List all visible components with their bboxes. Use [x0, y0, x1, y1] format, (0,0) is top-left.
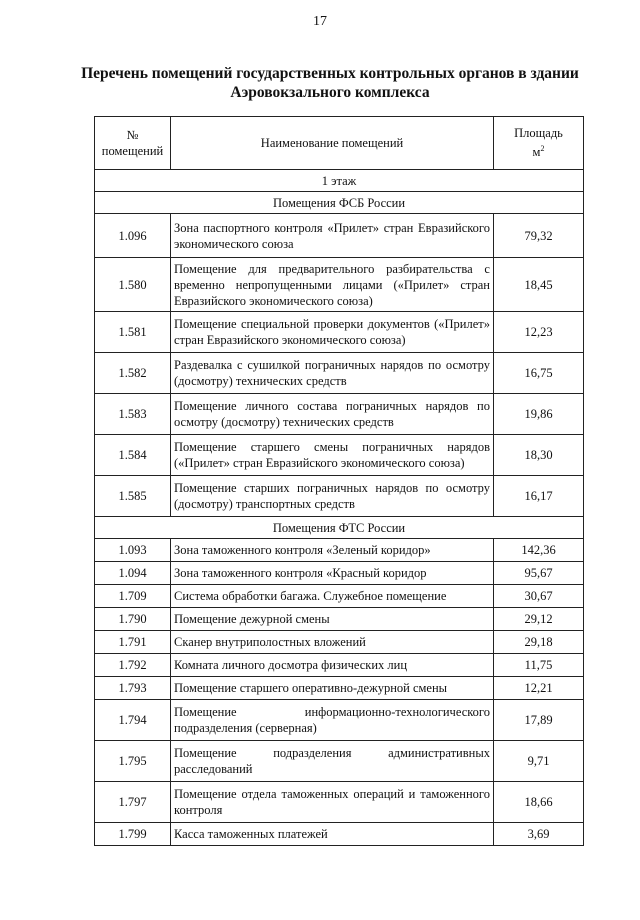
- room-area: 29,18: [494, 631, 584, 654]
- room-number: 1.580: [95, 258, 171, 312]
- table-row: [95, 700, 584, 741]
- room-number: 1.792: [95, 654, 171, 677]
- room-name: Система обработки багажа. Служебное помещение: [171, 585, 494, 608]
- table-header-row: [95, 117, 584, 170]
- table-row: [95, 476, 584, 517]
- room-area: 17,89: [494, 700, 584, 741]
- table-row: [95, 608, 584, 631]
- table-row: [95, 353, 584, 394]
- room-number: 1.794: [95, 700, 171, 741]
- room-number: 1.094: [95, 562, 171, 585]
- room-number: 1.797: [95, 782, 171, 823]
- room-area: 16,75: [494, 353, 584, 394]
- room-name: Сканер внутриполостных вложений: [171, 631, 494, 654]
- table-row: [95, 677, 584, 700]
- room-number: 1.093: [95, 539, 171, 562]
- table-row: [95, 585, 584, 608]
- document-title-line-1: Перечень помещений государственных контрольных органов в здании: [81, 65, 579, 82]
- room-name: Зона таможенного контроля «Зеленый коридор»: [171, 539, 494, 562]
- room-name: Помещение личного состава пограничных нарядов по осмотру (досмотру) технических средств: [171, 394, 494, 435]
- table-row: [95, 258, 584, 312]
- room-number: 1.799: [95, 823, 171, 846]
- table-row: [95, 214, 584, 258]
- room-number: 1.582: [95, 353, 171, 394]
- section-title-fsb: Помещения ФСБ России: [95, 192, 584, 214]
- header-room-number-line-2: помещений: [101, 144, 164, 158]
- room-number: 1.709: [95, 585, 171, 608]
- table-row: [95, 741, 584, 782]
- room-area: 18,30: [494, 435, 584, 476]
- room-name: Раздевалка с сушилкой пограничных нарядов по осмотру (досмотру) технических средств: [171, 353, 494, 394]
- table-row: [95, 435, 584, 476]
- floor-label: 1 этаж: [95, 170, 584, 192]
- room-name: Помещение дежурной смены: [171, 608, 494, 631]
- room-area: 95,67: [494, 562, 584, 585]
- room-number: 1.581: [95, 312, 171, 353]
- section-title-fts: Помещения ФТС России: [95, 517, 584, 539]
- room-area: 11,75: [494, 654, 584, 677]
- room-name: Зона паспортного контроля «Прилет» стран Евразийского экономического союза: [171, 214, 494, 258]
- rooms-table: [94, 116, 584, 846]
- room-name: Помещение специальной проверки документов («Прилет» стран Евразийского экономического союза): [171, 312, 494, 353]
- room-area: 12,23: [494, 312, 584, 353]
- header-room-number: [95, 117, 171, 170]
- header-room-name: Наименование помещений: [171, 117, 494, 170]
- floor-row: [95, 170, 584, 192]
- room-area: 30,67: [494, 585, 584, 608]
- header-area: [494, 117, 584, 170]
- table-row: [95, 654, 584, 677]
- page-number: 17: [313, 14, 327, 29]
- table-row: [95, 539, 584, 562]
- room-name: Помещение старшего оперативно-дежурной смены: [171, 677, 494, 700]
- room-number: 1.790: [95, 608, 171, 631]
- document-title-line-2: Аэровокзального комплекса: [230, 84, 430, 101]
- room-area: 142,36: [494, 539, 584, 562]
- room-number: 1.793: [95, 677, 171, 700]
- table-row: [95, 823, 584, 846]
- room-area: 3,69: [494, 823, 584, 846]
- room-area: 16,17: [494, 476, 584, 517]
- room-number: 1.584: [95, 435, 171, 476]
- header-area-unit: м: [532, 145, 541, 160]
- room-area: 19,86: [494, 394, 584, 435]
- room-name: Касса таможенных платежей: [171, 823, 494, 846]
- section-row-fts: [95, 517, 584, 539]
- room-number: 1.583: [95, 394, 171, 435]
- room-area: 79,32: [494, 214, 584, 258]
- room-name: Помещение старших пограничных нарядов по осмотру (досмотру) транспортных средств: [171, 476, 494, 517]
- table-row: [95, 631, 584, 654]
- table-row: [95, 312, 584, 353]
- room-area: 9,71: [494, 741, 584, 782]
- room-name: Помещение отдела таможенных операций и таможенного контроля: [171, 782, 494, 823]
- room-name: Помещение для предварительного разбирательства с временно непропущенными лицами («Прилет» стран Евразийского экономического союза): [171, 258, 494, 312]
- section-row-fsb: [95, 192, 584, 214]
- room-area: 18,66: [494, 782, 584, 823]
- room-name: Зона таможенного контроля «Красный коридор: [171, 562, 494, 585]
- room-number: 1.096: [95, 214, 171, 258]
- room-name: Комната личного досмотра физических лиц: [171, 654, 494, 677]
- header-room-number-line-1: №: [126, 128, 139, 142]
- table-row: [95, 562, 584, 585]
- room-number: 1.795: [95, 741, 171, 782]
- header-area-line-1: Площадь: [514, 126, 563, 141]
- room-name: Помещение старшего смены пограничных нарядов («Прилет» стран Евразийского экономического союза): [171, 435, 494, 476]
- table-row: [95, 394, 584, 435]
- table-row: [95, 782, 584, 823]
- room-number: 1.585: [95, 476, 171, 517]
- room-name: Помещение информационно-технологического подразделения (серверная): [171, 700, 494, 741]
- room-area: 29,12: [494, 608, 584, 631]
- header-area-unit-superscript: 2: [540, 144, 545, 154]
- room-name: Помещение подразделения административных расследований: [171, 741, 494, 782]
- room-area: 12,21: [494, 677, 584, 700]
- document-title: [60, 64, 600, 102]
- room-number: 1.791: [95, 631, 171, 654]
- room-area: 18,45: [494, 258, 584, 312]
